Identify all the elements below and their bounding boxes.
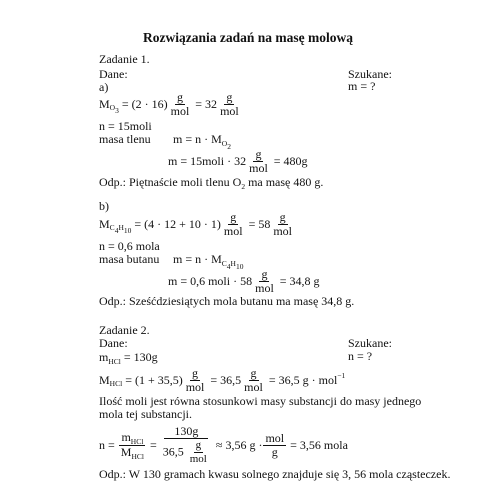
z1-dane-label: Dane: [99, 67, 128, 81]
subscript: O [109, 103, 116, 112]
value-fraction: 130g 36,5 $\frac{g}{\text{mol}}$ [162, 424, 207, 465]
z2-answer: Odp.: W 130 gramach kwasu solnego znajduje się 3, 56 mola cząsteczek. [99, 467, 451, 481]
z1a-mass-calculation: m = 15moli · 32 $\frac{g}{\text{mol}}$ = 480g [168, 147, 308, 175]
unit-fraction: $\frac{g}{\text{mol}}$ [223, 210, 243, 238]
z1b-masa-label: masa butanu [99, 252, 160, 266]
z2-szukane-value: n = ? [348, 349, 373, 363]
z2-mass-given: $m_{HCl} = 130g$ [99, 350, 158, 366]
z1b-answer: Odp.: Sześćdziesiątych mola butanu ma masę 34,8 g. [99, 294, 355, 308]
z2-szukane-label: Szukane: [348, 336, 392, 350]
unit-fraction: $\frac{g}{\text{mol}}$ [220, 90, 239, 118]
z2-moles-calculation: n = $\frac{m_{HCl}}{M_{HCl}}$ = 130g 36,5 $\frac{g}{\text{mol}}$ ≈ 3,56 g · $\frac{\text{mol}}{g}$ = 3,56 mola [99, 424, 348, 465]
z1-heading: Zadanie 1. [99, 52, 150, 66]
unit-fraction: $\frac{g}{\text{mol}}$ [244, 366, 263, 394]
z1a-mass-formula: $m = n \cdot M_{O2}$ [173, 132, 231, 151]
molar-mass-symbol: M [99, 97, 110, 111]
unit-fraction: $\frac{g}{\text{mol}}$ [273, 210, 293, 238]
unit-fraction: $\frac{g}{\text{mol}}$ [255, 267, 274, 295]
page-title: Rozwiązania zadań na masę molową [143, 30, 353, 45]
z2-dane-label: Dane: [99, 336, 128, 350]
z2-heading: Zadanie 2. [99, 323, 150, 337]
unit-fraction: $\frac{g}{\text{mol}}$ [185, 366, 205, 394]
z1a-n-line: n = 15moli [99, 119, 152, 133]
unit-fraction: $\frac{g}{\text{mol}}$ [249, 147, 268, 175]
subscript-index: 3 [115, 106, 119, 115]
unit-fraction: $\frac{g}{\text{mol}}$ [170, 90, 190, 118]
z2-explanation-line-2: mola tej substancji. [99, 407, 192, 421]
z1b-label: b) [99, 199, 109, 213]
expression: = (2 · 16) [118, 97, 168, 111]
z2-molar-mass-equation: M HCl = (1 + 35,5) $\frac{g}{\text{mol}}$ = 36,5 $\frac{g}{\text{mol}}$ = 36,5 g · mol −1 [99, 366, 346, 394]
z1b-mass-formula: $m = n \cdot M_{C4H10}$ [173, 252, 244, 271]
z1-szukane-label: Szukane: [348, 67, 392, 81]
unit-fraction: $\frac{\text{mol}}{g}$ [265, 431, 285, 459]
mass-over-molar-mass: $\frac{m_{HCl}}{M_{HCl}}$ [120, 430, 144, 461]
z1a-label: a) [99, 80, 109, 94]
z1a-answer: Odp.: Piętnaście moli tlenu $O_2$ ma masę 480 g. [99, 175, 324, 191]
z1b-mass-calculation: m = 0,6 moli · 58 $\frac{g}{\text{mol}}$ = 34,8 g [168, 267, 320, 295]
z1a-masa-label: masa tlenu [99, 132, 151, 146]
z2-explanation-line-1: Ilość moli jest równa stosunkowi masy substancji do masy jednego [99, 394, 422, 408]
z1b-n-line: n = 0,6 mola [99, 239, 160, 253]
result: = 32 [192, 97, 218, 111]
z1a-molar-mass-equation [99, 91, 242, 118]
z1-szukane-value: m = ? [348, 79, 376, 93]
z1b-molar-mass-equation: M C4H10 = (4 · 12 + 10 · 1) $\frac{g}{\text{mol}}$ = 58 $\frac{g}{\text{mol}}$ [99, 210, 293, 238]
